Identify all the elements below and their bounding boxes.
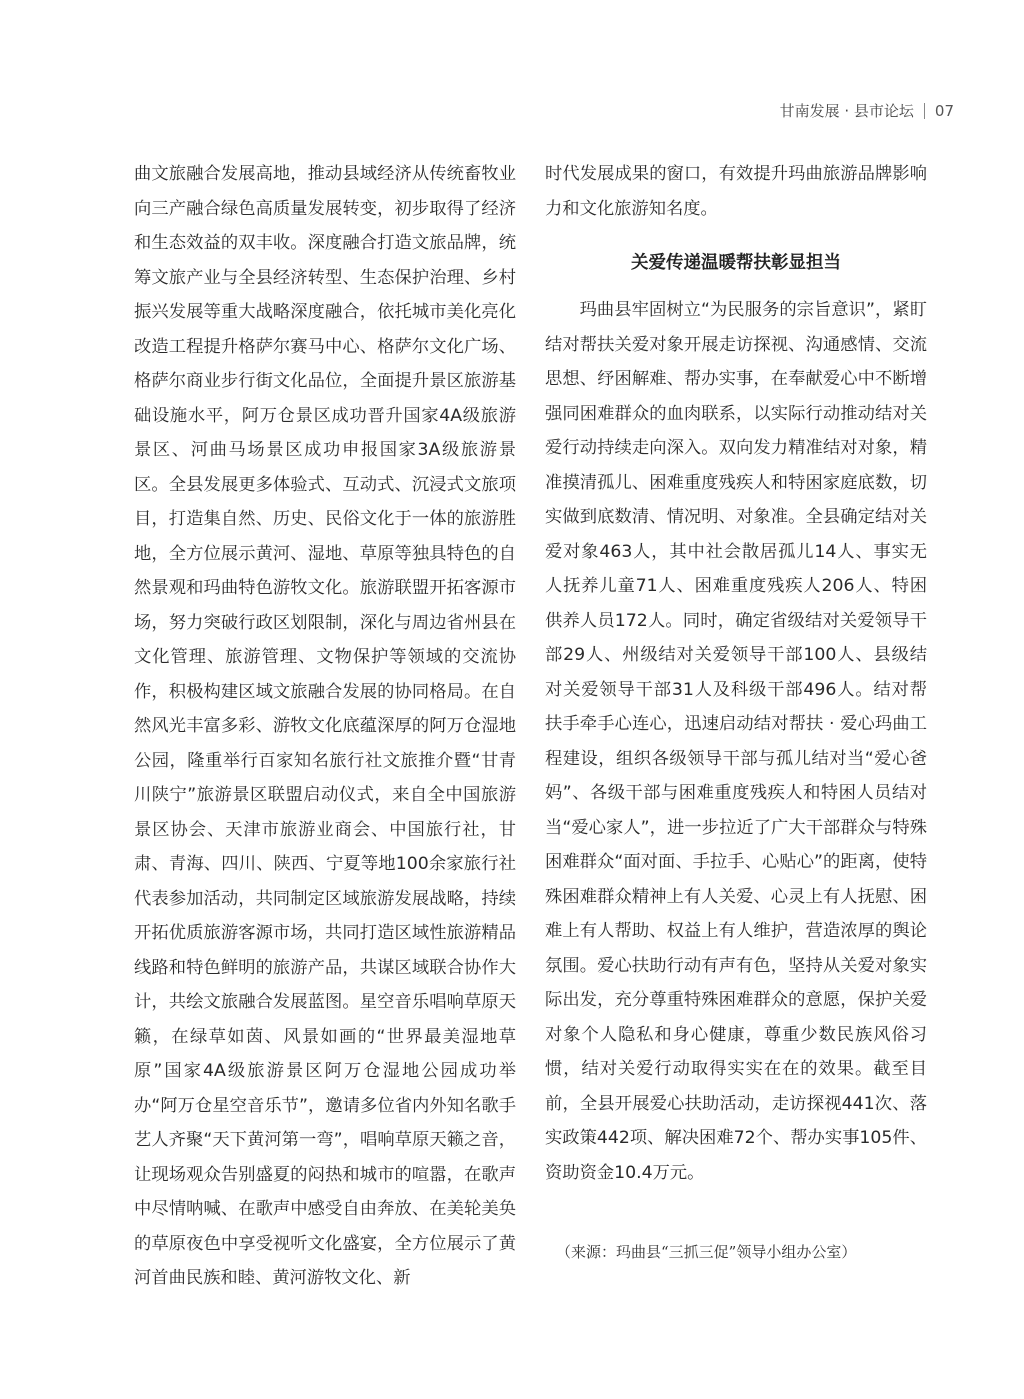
running-header <box>780 100 954 121</box>
source-note: （来源：玛曲县“三抓三促”领导小组办公室） <box>556 1243 857 1261</box>
left-column <box>134 157 516 1296</box>
header-divider <box>924 103 925 119</box>
right-column-body-paragraph: 玛曲县牢固树立“为民服务的宗旨意识”，紧盯结对帮扶关爱对象开展走访探视、沟通感情、交流思想、纾困解难、帮办实事，在奉献爱心中不断增强同困难群众的血肉联系，以实际行动推动结对关爱行动持续走向深入。双向发力精准结对对象，精准摸清孤儿、困难重度残疾人和特困家庭底数，切实做到底数清、情况明、对象准。全县确定结对关爱对象463人，其中社会散居孤儿14人、事实无人抚养儿童71人、困难重度残疾人206人、特困供养人员172人。同时，确定省级结对关爱领导干部29人、州级结对关爱领导干部100人、县级结对关爱领导干部31人及科级干部496人。结对帮扶手牵手心连心，迅速启动结对帮扶 · 爱心玛曲工程建设，组织各级领导干部与孤儿结对当“爱心爸妈”、各级干部与困难重度残疾人和特困人员结对当“爱心家人”，进一步拉近了广大干部群众与特殊困难群众“面对面、手拉手、心贴心”的距离，使特殊困难群众精神上有人关爱、心灵上有人抚慰、困难上有人帮助、权益上有人维护，营造浓厚的舆论氛围。爱心扶助行动有声有色，坚持从关爱对象实际出发，充分尊重特殊困难群众的意愿，保护关爱对象个人隐私和身心健康，尊重少数民族风俗习惯，结对关爱行动取得实实在在的效果。截至目前，全县开展爱心扶助活动，走访探视441次、落实政策442项、解决困难72个、帮办实事105件、资助资金10.4万元。 <box>545 300 927 1183</box>
right-column-body <box>545 293 927 1190</box>
section-heading: 关爱传递温暖帮扶彰显担当 <box>631 253 841 273</box>
page-number: 07 <box>934 101 954 120</box>
left-column-paragraph: 曲文旅融合发展高地，推动县域经济从传统畜牧业向三产融合绿色高质量发展转变，初步取得了经济和生态效益的双丰收。深度融合打造文旅品牌，统筹文旅产业与全县经济转型、生态保护治理、乡村振兴发展等重大战略深度融合，依托城市美化亮化改造工程提升格萨尔赛马中心、格萨尔文化广场、格萨尔商业步行街文化品位，全面提升景区旅游基础设施水平，阿万仓景区成功晋升国家4A级旅游景区、河曲马场景区成功申报国家3A级旅游景区。全县发展更多体验式、互动式、沉浸式文旅项目，打造集自然、历史、民俗文化于一体的旅游胜地，全方位展示黄河、湿地、草原等独具特色的自然景观和玛曲特色游牧文化。旅游联盟开拓客源市场，努力突破行政区划限制，深化与周边省州县在文化管理、旅游管理、文物保护等领域的交流协作，积极构建区域文旅融合发展的协同格局。在自然风光丰富多彩、游牧文化底蕴深厚的阿万仓湿地公园，隆重举行百家知名旅行社文旅推介暨“甘青川陕宁”旅游景区联盟启动仪式，来自全中国旅游景区协会、天津市旅游业商会、中国旅行社，甘肃、青海、四川、陕西、宁夏等地100余家旅行社代表参加活动，共同制定区域旅游发展战略，持续开拓优质旅游客源市场，共同打造区域性旅游精品线路和特色鲜明的旅游产品，共谋区域联合协作大计，共绘文旅融合发展蓝图。星空音乐唱响草原天籁，在绿草如茵、风景如画的“世界最美湿地草原”国家4A级旅游景区阿万仓湿地公园成功举办“阿万仓星空音乐节”，邀请多位省内外知名歌手艺人齐聚“天下黄河第一弯”，唱响草原天籁之音，让现场观众告别盛夏的闷热和城市的喧嚣，在歌声中尽情呐喊、在歌声中感受自由奔放、在美轮美奂的草原夜色中享受视听文化盛宴，全方位展示了黄河首曲民族和睦、黄河游牧文化、新 <box>134 164 516 1288</box>
right-column-intro <box>545 157 927 226</box>
header-title: 甘南发展 · 县市论坛 <box>779 102 914 120</box>
right-column-intro-paragraph: 时代发展成果的窗口，有效提升玛曲旅游品牌影响力和文化旅游知名度。 <box>545 164 927 219</box>
